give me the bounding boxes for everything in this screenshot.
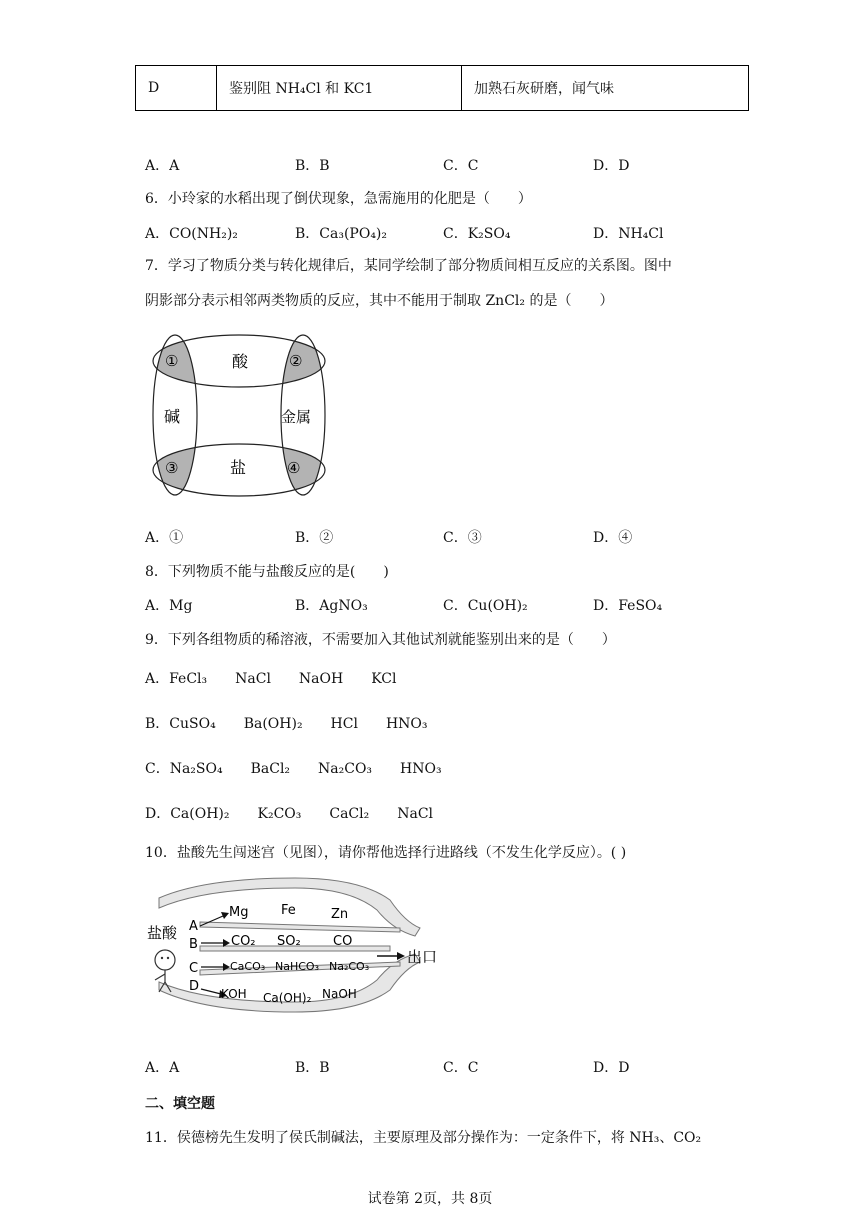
q8-option-d: D．FeSO₄ <box>593 598 663 614</box>
region-1: ① <box>165 352 179 370</box>
q11-stem: 11．侯德榜先生发明了侯氏制碱法，主要原理及部分操作为：一定条件下，将 NH₃、CO₂ <box>145 1130 702 1146</box>
lane-c-item: NaHCO₃ <box>275 960 319 973</box>
lane-a-item: Fe <box>281 903 296 918</box>
q9-option-a: A．FeCl₃ NaCl NaOH KCl <box>145 671 397 687</box>
person-icon <box>155 950 175 970</box>
q9-option-b: B．CuSO₄ Ba(OH)₂ HCl HNO₃ <box>145 716 428 732</box>
q10-option-c: C．C <box>443 1060 479 1076</box>
q5-option-c: C．C <box>443 158 479 174</box>
region-4: ④ <box>287 459 301 477</box>
lane-a-item: Zn <box>331 907 349 922</box>
region-2: ② <box>289 352 303 370</box>
q7-stem-line1: 7．学习了物质分类与转化规律后，某同学绘制了部分物质间相互反应的关系图。图中 <box>145 258 672 274</box>
q6-option-c: C．K₂SO₄ <box>443 226 511 242</box>
route-b-label: B <box>189 937 198 952</box>
q5-option-d: D．D <box>593 158 630 174</box>
lane-b-item: SO₂ <box>277 934 301 949</box>
route-a-label: A <box>189 919 198 934</box>
q5-option-b: B．B <box>295 158 330 174</box>
region-3: ③ <box>165 459 179 477</box>
lane-d-item: NaOH <box>322 987 357 1001</box>
section-heading: 二、填空题 <box>145 1096 215 1112</box>
q8-option-a: A．Mg <box>145 598 193 614</box>
page-footer: 试卷第 2页，共 8页 <box>367 1191 493 1207</box>
label-metal: 金属 <box>281 408 312 426</box>
q5-option-a: A．A <box>145 158 180 174</box>
q9-option-d: D．Ca(OH)₂ K₂CO₃ CaCl₂ NaCl <box>145 806 434 822</box>
q7-option-a: A．① <box>145 530 184 546</box>
route-d-label: D <box>189 979 200 994</box>
q6-option-b: B．Ca₃(PO₄)₂ <box>295 226 388 242</box>
lane-b-item: CO <box>333 934 353 949</box>
q10-stem: 10．盐酸先生闯迷宫（见图），请你帮他选择行进路线（不发生化学反应）。( ) <box>145 845 627 861</box>
q9-stem: 9．下列各组物质的稀溶液，不需要加入其他试剂就能鉴别出来的是（ ） <box>145 632 616 648</box>
q7-option-c: C．③ <box>443 530 482 546</box>
q9-option-c: C．Na₂SO₄ BaCl₂ Na₂CO₃ HNO₃ <box>145 761 442 777</box>
lane-d-item: Ca(OH)₂ <box>263 991 312 1005</box>
maze-diagram <box>145 872 445 1022</box>
label-salt: 盐 <box>230 458 247 477</box>
lane-c-item: Na₂CO₃ <box>329 960 370 973</box>
label-base: 碱 <box>164 407 181 426</box>
lane-b-item: CO₂ <box>231 934 256 949</box>
route-c-label: C <box>189 961 199 976</box>
q7-option-d: D．④ <box>593 530 633 546</box>
answer-table <box>135 65 749 111</box>
table-row <box>136 66 749 111</box>
q8-option-c: C．Cu(OH)₂ <box>443 598 528 614</box>
q10-option-d: D．D <box>593 1060 630 1076</box>
label-acid: 酸 <box>232 352 249 371</box>
q8-stem: 8．下列物质不能与盐酸反应的是( ) <box>145 564 389 580</box>
q7-option-b: B．② <box>295 530 334 546</box>
maze-exit: 出口 <box>407 948 438 966</box>
lane-c-item: CaCO₃ <box>230 960 266 973</box>
q10-option-a: A．A <box>145 1060 180 1076</box>
q8-option-b: B．AgNO₃ <box>295 598 368 614</box>
q7-stem-line2: 阴影部分表示相邻两类物质的反应，其中不能用于制取 ZnCl₂ 的是（ ） <box>145 293 614 309</box>
table-cell: D <box>136 66 217 111</box>
maze-hcl-label: 盐酸 <box>147 924 178 942</box>
lane-a-item: Mg <box>229 905 249 920</box>
table-cell: 鉴别阻 NH₄Cl 和 KC1 <box>217 66 462 111</box>
q6-stem: 6．小玲家的水稻出现了倒伏现象，急需施用的化肥是（ ） <box>145 191 532 207</box>
q6-option-a: A．CO(NH₂)₂ <box>145 226 238 242</box>
classification-diagram <box>148 330 330 502</box>
q10-option-b: B．B <box>295 1060 330 1076</box>
table-cell: 加熟石灰研磨，闻气味 <box>462 66 749 111</box>
lane-d-item: KOH <box>221 987 247 1001</box>
q6-option-d: D．NH₄Cl <box>593 226 664 242</box>
